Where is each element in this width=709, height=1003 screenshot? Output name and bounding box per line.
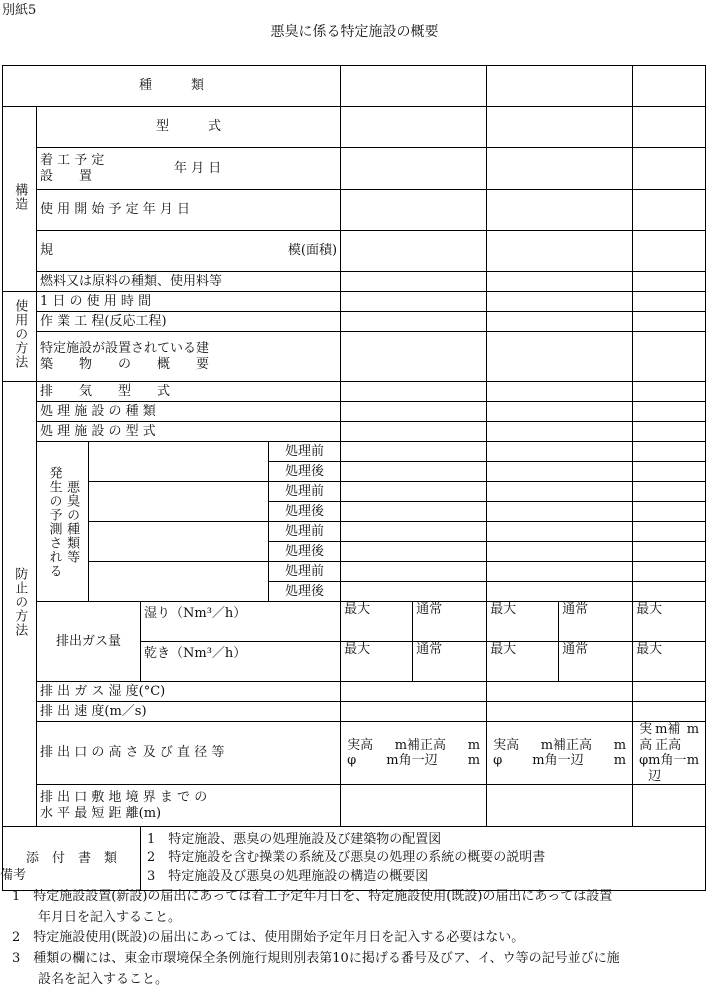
- notes-heading: 備考: [0, 868, 27, 883]
- building-col2[interactable]: [487, 332, 633, 382]
- row-hours: [3, 292, 706, 312]
- process-col3[interactable]: [633, 312, 706, 332]
- odor-2a-col3[interactable]: [633, 502, 706, 522]
- hours-col1[interactable]: [341, 292, 487, 312]
- odor-4a-col2[interactable]: [487, 582, 633, 602]
- humidity-label: 排 出 ガ ス 湿 度(°C): [40, 683, 166, 699]
- note-item-cont: 年月日を記入すること。: [38, 909, 182, 925]
- outlet-label: 排 出 口 の 高 さ 及 び 直 径 等: [40, 745, 225, 761]
- note-item: 3 種類の欄には、東金市環境保全条例施行規則別表第10に掲げる番号及びア、イ、ウ等の記号並びに施: [12, 951, 620, 967]
- normal-label: 通常: [562, 642, 589, 657]
- max-label: 最大: [636, 602, 663, 617]
- distance-label-a: 排 出 口 敷 地 境 界 ま で の: [40, 790, 208, 806]
- row-process: [3, 312, 706, 332]
- distance-col1[interactable]: [341, 785, 487, 827]
- process-label: 作 業 工 程(反応工程): [40, 313, 167, 329]
- odor-4b-col3[interactable]: [633, 562, 706, 582]
- odor-4b-col1[interactable]: [341, 562, 487, 582]
- row-exhaust-type: [3, 382, 706, 402]
- hours-col2[interactable]: [487, 292, 633, 312]
- odor-substance-2[interactable]: [89, 482, 269, 522]
- ymd-label: 年 月 日: [174, 160, 222, 176]
- planned-date-label-a: 着 工 予 定: [40, 152, 105, 168]
- row-building: [3, 332, 706, 382]
- page-title: 悪臭に係る特定施設の概要: [270, 24, 439, 40]
- humidity-col2[interactable]: [487, 682, 633, 702]
- odor-1b-col3[interactable]: [633, 442, 706, 462]
- note-item: 1 特定施設設置(新設)の届出にあっては着工予定年月日を、特定施設使用(既設)の届出にあっては設置: [12, 888, 613, 904]
- humidity-col1[interactable]: [341, 682, 487, 702]
- gas-volume-label: 排出ガス量: [55, 633, 121, 649]
- building-label-b: 築 物 の 概 要: [40, 356, 210, 372]
- odor-3a-col3[interactable]: [633, 542, 706, 562]
- hours-col3[interactable]: [633, 292, 706, 312]
- max-label: 最大: [344, 642, 371, 657]
- wet-label: 湿り（Nm³／h）: [144, 606, 247, 621]
- fuel-col1[interactable]: [341, 272, 487, 292]
- humidity-col3[interactable]: [633, 682, 706, 702]
- odor-2b-col1[interactable]: [341, 482, 487, 502]
- kind-col2[interactable]: [487, 66, 633, 107]
- odor-4b-col2[interactable]: [487, 562, 633, 582]
- outlet-col3[interactable]: 実高 m補正高 m φ m角一辺 m: [633, 722, 706, 785]
- scale-label-b: 模(面積): [287, 243, 338, 259]
- start-use-col2[interactable]: [487, 190, 633, 231]
- distance-col2[interactable]: [487, 785, 633, 827]
- odor-substance-4[interactable]: [89, 562, 269, 602]
- odor-substance-3[interactable]: [89, 522, 269, 562]
- odor-row: [3, 522, 706, 542]
- attachment-item: 1 特定施設、悪臭の処理施設及び建築物の配置図: [147, 831, 442, 847]
- odor-4a-col1[interactable]: [341, 582, 487, 602]
- odor-substance-1[interactable]: [89, 442, 269, 482]
- max-label: 最大: [490, 642, 517, 657]
- exhaust-type-col3[interactable]: [633, 382, 706, 402]
- model-col2[interactable]: [487, 107, 633, 148]
- after-label: 処理後: [285, 583, 325, 599]
- row-distance: [3, 785, 706, 827]
- odor-1a-col3[interactable]: [633, 462, 706, 482]
- note-item-cont: 設名を記入すること。: [38, 971, 169, 987]
- planned-date-col1[interactable]: [341, 148, 487, 190]
- kind-col3[interactable]: [633, 66, 706, 107]
- row-kind: [3, 66, 706, 107]
- row-outlet: [3, 722, 706, 785]
- process-col1[interactable]: [341, 312, 487, 332]
- row-humidity: [3, 682, 706, 702]
- scale-label-a: 規: [40, 243, 54, 259]
- row-gas-wet: [3, 602, 706, 642]
- building-col1[interactable]: [341, 332, 487, 382]
- facility-table: [2, 65, 706, 891]
- row-fuel: [3, 272, 706, 292]
- max-label: 最大: [490, 602, 517, 617]
- before-label: 処理前: [285, 443, 325, 459]
- group-prevention: 防止の方法: [3, 382, 37, 827]
- note-item: 2 特定施設使用(既設)の届出にあっては、使用開始予定年月日を記入する必要はない。: [12, 930, 525, 946]
- odor-3b-col2[interactable]: [487, 522, 633, 542]
- hours-label: 1 日 の 使 用 時 間: [40, 293, 152, 309]
- scale-col1[interactable]: [341, 231, 487, 272]
- kind-col1[interactable]: [341, 66, 487, 107]
- odor-3a-col2[interactable]: [487, 542, 633, 562]
- exhaust-type-col1[interactable]: [341, 382, 487, 402]
- dry-label: 乾き（Nm³／h）: [144, 646, 247, 661]
- odor-2b-col3[interactable]: [633, 482, 706, 502]
- row-start-use: [3, 190, 706, 231]
- attachments-label: 添 付 書 類: [25, 851, 117, 867]
- before-label: 処理前: [285, 563, 325, 579]
- treat-kind-col1[interactable]: [341, 402, 487, 422]
- fuel-col2[interactable]: [487, 272, 633, 292]
- odor-2a-col2[interactable]: [487, 502, 633, 522]
- group-usage: 使用の方法: [3, 292, 37, 382]
- treat-kind-col3[interactable]: [633, 402, 706, 422]
- treat-kind-col2[interactable]: [487, 402, 633, 422]
- after-label: 処理後: [285, 543, 325, 559]
- start-use-col3[interactable]: [633, 190, 706, 231]
- odor-4a-col3[interactable]: [633, 582, 706, 602]
- fuel-label: 燃料又は原料の種類、使用料等: [40, 273, 223, 289]
- velocity-label: 排 出 速 度(m／s): [40, 703, 147, 719]
- odor-row: [3, 482, 706, 502]
- odor-row: [3, 562, 706, 582]
- distance-label-b: 水 平 最 短 距 離(m): [40, 805, 162, 821]
- before-label: 処理前: [285, 483, 325, 499]
- normal-label: 通常: [416, 602, 443, 617]
- model-col1[interactable]: [341, 107, 487, 148]
- treat-kind-label: 処 理 施 設 の 種 類: [40, 403, 156, 419]
- max-label: 最大: [344, 602, 371, 617]
- odor-3b-col1[interactable]: [341, 522, 487, 542]
- row-model: [3, 107, 706, 148]
- treat-type-col1[interactable]: [341, 422, 487, 442]
- row-planned-date: [3, 148, 706, 190]
- start-use-label: 使 用 開 始 予 定 年 月 日: [40, 202, 191, 218]
- planned-date-label-b: 設 置: [40, 168, 93, 184]
- odor-1b-col2[interactable]: [487, 442, 633, 462]
- scale-col2[interactable]: [487, 231, 633, 272]
- notes: [0, 866, 705, 991]
- planned-date-col2[interactable]: [487, 148, 633, 190]
- after-label: 処理後: [285, 463, 325, 479]
- max-label: 最大: [636, 642, 663, 657]
- odor-row: [3, 442, 706, 462]
- odor-main-label: 悪臭の種類等: [64, 479, 80, 564]
- normal-label: 通常: [562, 602, 589, 617]
- row-treat-type: [3, 422, 706, 442]
- odor-1b-col1[interactable]: [341, 442, 487, 462]
- building-col3[interactable]: [633, 332, 706, 382]
- planned-date-col3[interactable]: [633, 148, 706, 190]
- attachment-item: 2 特定施設を含む操業の系統及び悪臭の処理の系統の概要の説明書: [147, 850, 546, 866]
- kind-label: 種 類: [139, 78, 205, 94]
- group-structure: 構造: [3, 107, 37, 292]
- scale-col3[interactable]: [633, 231, 706, 272]
- row-scale: [3, 231, 706, 272]
- odor-2b-col2[interactable]: [487, 482, 633, 502]
- velocity-col2[interactable]: [487, 702, 633, 722]
- outlet-col2[interactable]: 実高 m補正高 m φ m角一辺 m: [487, 722, 633, 785]
- start-use-col1[interactable]: [341, 190, 487, 231]
- odor-1a-col2[interactable]: [487, 462, 633, 482]
- building-label-a: 特定施設が設置されている建: [40, 340, 210, 356]
- odor-3a-col1[interactable]: [341, 542, 487, 562]
- model-col3[interactable]: [633, 107, 706, 148]
- model-label: 型 式: [156, 119, 222, 135]
- row-treat-kind: [3, 402, 706, 422]
- before-label: 処理前: [285, 523, 325, 539]
- after-label: 処理後: [285, 503, 325, 519]
- row-velocity: [3, 702, 706, 722]
- odor-2a-col1[interactable]: [341, 502, 487, 522]
- treat-type-col2[interactable]: [487, 422, 633, 442]
- velocity-col1[interactable]: [341, 702, 487, 722]
- normal-label: 通常: [416, 642, 443, 657]
- odor-1a-col1[interactable]: [341, 462, 487, 482]
- exhaust-type-col2[interactable]: [487, 382, 633, 402]
- attachment-item: 3 特定施設及び悪臭の処理施設の構造の概要図: [147, 869, 429, 885]
- process-col2[interactable]: [487, 312, 633, 332]
- form-number: 別紙5: [2, 3, 37, 18]
- group-odor: [37, 442, 89, 602]
- fuel-col3[interactable]: [633, 272, 706, 292]
- treat-type-col3[interactable]: [633, 422, 706, 442]
- treat-type-label: 処 理 施 設 の 型 式: [40, 423, 156, 439]
- distance-col3[interactable]: [633, 785, 706, 827]
- velocity-col3[interactable]: [633, 702, 706, 722]
- outlet-col1[interactable]: 実高 m補正高 m φ m角一辺 m: [341, 722, 487, 785]
- exhaust-type-label: 排 気 型 式: [40, 383, 171, 399]
- odor-3b-col3[interactable]: [633, 522, 706, 542]
- odor-side-label: 発生の予測される: [46, 465, 62, 578]
